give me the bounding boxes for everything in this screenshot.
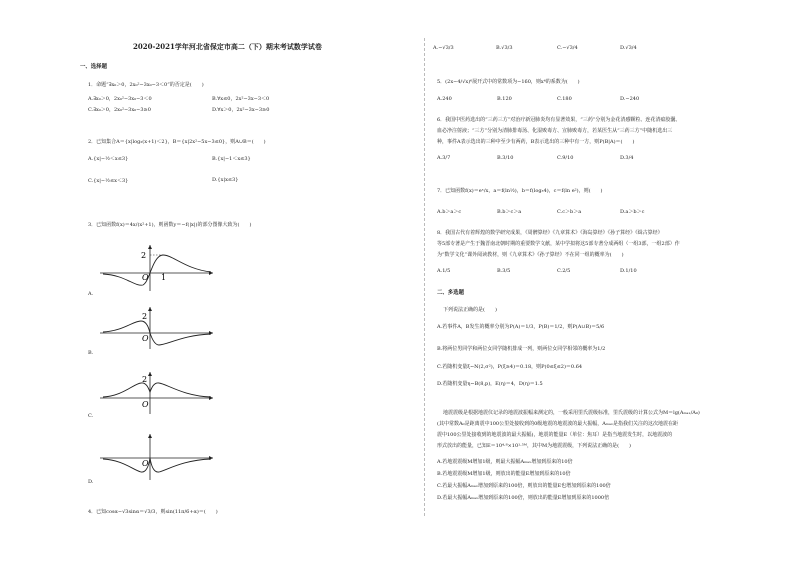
function-curve (103, 383, 211, 397)
q3-option-b: B. (88, 350, 94, 356)
q3-option-c: C. (88, 413, 94, 419)
q8-option-d: D.1/10 (620, 268, 637, 274)
q2-option-a: A.{x|−½＜x≤3} (88, 156, 129, 162)
tick-label-2: 2 (141, 251, 147, 260)
y-axis-arrow-icon (148, 307, 152, 311)
q4-option-a: A.−√3/3 (433, 45, 454, 51)
q2-option-b: B.{x|−1＜x≤3} (212, 156, 251, 162)
q7-option-a: A.b＞a＞c (437, 209, 462, 215)
q4-option-c: C.−√3/4 (557, 45, 578, 51)
q9-option-b: B.将两位男同学和两位女同学随机排成一列，则两位女同学相邻的概率为1/2 (437, 346, 606, 352)
origin-label: O (142, 273, 149, 282)
q1-stem: 1．命题“∃x₀＞0，2x₀²−3x₀−3＜0”的否定是( ) (88, 82, 204, 88)
page-title: 2020-2021学年河北省保定市高二（下）期末考试数学试卷 (133, 42, 322, 51)
origin-label: O (142, 400, 149, 409)
q1-option-a: A.∃x₀＞0，2x₀²−3x₀−3＜0 (88, 96, 152, 102)
q10-line-3: 震中100公里处接收到的地震波的最大振幅)，地震的能量E（单位：焦耳）是指当地震发生时，以地震波的 (437, 432, 673, 438)
q3-option-d: D. (88, 479, 94, 485)
q10-option-d: D.若最大振幅Aₘₐₓ增加到原来的100倍，则放出的能量E增加到原来的1000倍 (437, 495, 610, 501)
q3-graph-b (95, 305, 215, 350)
q4-option-b: B.√3/3 (496, 45, 513, 51)
column-divider (424, 38, 426, 516)
q6-option-d: D.3/4 (620, 155, 634, 161)
q2-stem: 2．已知集合A＝{x|log₂(x+1)＜2}，B＝{x|2x²−5x−3≤0}，则A∪B＝( ) (88, 139, 266, 145)
q6-option-b: B.3/10 (497, 155, 514, 161)
q8-line-1: 8．我国古代有着辉煌的数学研究成果，《周髀算经》《九章算术》《海岛算经》《孙子算经》《缉古算经》 (437, 230, 663, 236)
q3-stem: 3．已知函数f(x)＝4x/(x²+1)，则函数y＝−f(|x|)的部分图像大致为( ) (88, 222, 252, 228)
y-axis-arrow-icon (148, 434, 152, 438)
origin-label: O (142, 459, 149, 468)
q3-graph-d (95, 432, 215, 482)
y-axis-arrow-icon (148, 372, 152, 376)
section-single-choice: 一、选择题 (80, 64, 107, 70)
q7-option-b: B.b＞c＞a (497, 209, 522, 215)
q5-option-d: D.−240 (620, 96, 640, 102)
q8-option-b: B.3/5 (497, 268, 511, 274)
q3-option-a: A. (88, 291, 94, 297)
q4-option-d: D.√3/4 (620, 45, 637, 51)
section-multi-choice: 二、多选题 (437, 290, 464, 296)
q8-option-a: A.1/5 (437, 268, 451, 274)
q10-line-1: 地震震级是根据地震仪记录的地震波振幅来测定的，一般采用里氏震级标准，里氏震级的计算公式为M＝lg(Aₘₐₓ/A₀) (443, 410, 700, 416)
q2-option-c: C.{x|−½≤x＜3} (88, 178, 129, 184)
q9-stem: 下列说法正确的是( ) (443, 307, 497, 313)
tick-label-1: 1 (161, 273, 167, 282)
q6-line-1: 6．我国中医药选出的“三药三方”对治疗新冠肺炎均有显著效果，“三药”分别为金花清感颗粒、连花清瘟胶囊、 (437, 117, 681, 123)
q9-option-d: D.若随机变量η∼B(8,p)，E(η)＝4，D(η)＝1.5 (437, 381, 543, 387)
q8-line-3: 为“数学文化”课外阅读教材，则《九章算术》《孙子算经》不在同一组的概率为( ) (437, 252, 624, 258)
q6-option-c: C.9/10 (557, 155, 574, 161)
q5-option-c: C.180 (557, 96, 572, 102)
tick-label-2: 2 (142, 375, 148, 384)
q5-option-b: B.120 (497, 96, 512, 102)
function-curve (103, 255, 211, 285)
q2-option-d: D.{x|x≤3} (212, 177, 239, 183)
function-curve (103, 458, 211, 472)
q10-line-2: (其中常数A₀是距离震中100公里处接收到的0级地震的地震波的最大振幅，Aₘₐₓ是指我们关注的这次地震在距 (437, 421, 679, 427)
q5-option-a: A.240 (437, 96, 452, 102)
q4-stem: 4．已知cosα−√3sinα＝√3/3，则sin(11π/6+α)＝( ) (88, 509, 218, 515)
q6-line-3: 种，事件A表示选出的三种中至少有两药，B表示选出的三种中有一方，则P(B|A)＝( ) (437, 139, 635, 145)
q3-graph-a (95, 243, 215, 293)
q6-line-2: 血必净注射液；“三方”分别为清肺排毒汤、化湿败毒方、宣肺败毒方，若某医生从“三药三方”中随机选出三 (437, 128, 673, 134)
q7-stem: 7．已知函数f(x)＝eˣ/x，a＝f(ln½)，b＝f(log₃4)，c＝f(ln e²)，则( ) (437, 188, 603, 194)
q3-graph-c (95, 370, 215, 415)
origin-label: O (142, 334, 149, 343)
q10-option-b: B.若地震震级M增加1级，则放出的能量E增加到原来的10倍 (437, 471, 571, 477)
q9-option-c: C.若随机变量ξ∼N(2,σ²)，P(ξ≥4)＝0.18，则P(0≤ξ≤2)＝0.64 (437, 364, 583, 370)
q10-option-c: C.若最大振幅Aₘₐₓ增加到原来的100倍，则放出的能量E也增加到原来的100倍 (437, 483, 611, 489)
q1-option-b: B.∀x≤0，2x²−3x−3＜0 (212, 96, 270, 102)
tick-label-2: 2 (142, 312, 148, 321)
q8-option-c: C.2/5 (557, 268, 571, 274)
q10-option-a: A.若地震震级M增加1级，则最大振幅Aₘₐₓ增加到原来的10倍 (437, 459, 573, 465)
q7-option-c: C.c＞b＞a (557, 209, 582, 215)
q9-option-a: A.若事件A，B发生的概率分别为P(A)＝1/3，P(B)＝1/2，则P(A∪B)＝5/6 (437, 324, 605, 330)
q10-line-4: 形式放出的能量，已知E＝10⁴·⁸×10¹·⁵ᴹ，其中M为地震震级，下列说法正确的是( ) (437, 443, 632, 449)
q5-stem: 5．(2x−4/√x)⁶展开式中的常数项为−160，则x⁴的系数为( ) (437, 79, 580, 85)
q1-option-c: C.∃x₀＞0，2x₀²−3x₀−3≥0 (88, 107, 151, 113)
q6-option-a: A.3/7 (437, 155, 451, 161)
q1-option-d: D.∀x＞0，2x²−3x−3≥0 (212, 107, 270, 113)
y-axis-arrow-icon (148, 245, 152, 249)
q8-line-2: 等5部专著是产生于魏晋南北朝时期的重要数学文献，某中学拟将这5部专著分成两组（一组3部，一组2部）作 (437, 241, 680, 247)
q7-option-d: D.a＞b＞c (620, 209, 645, 215)
